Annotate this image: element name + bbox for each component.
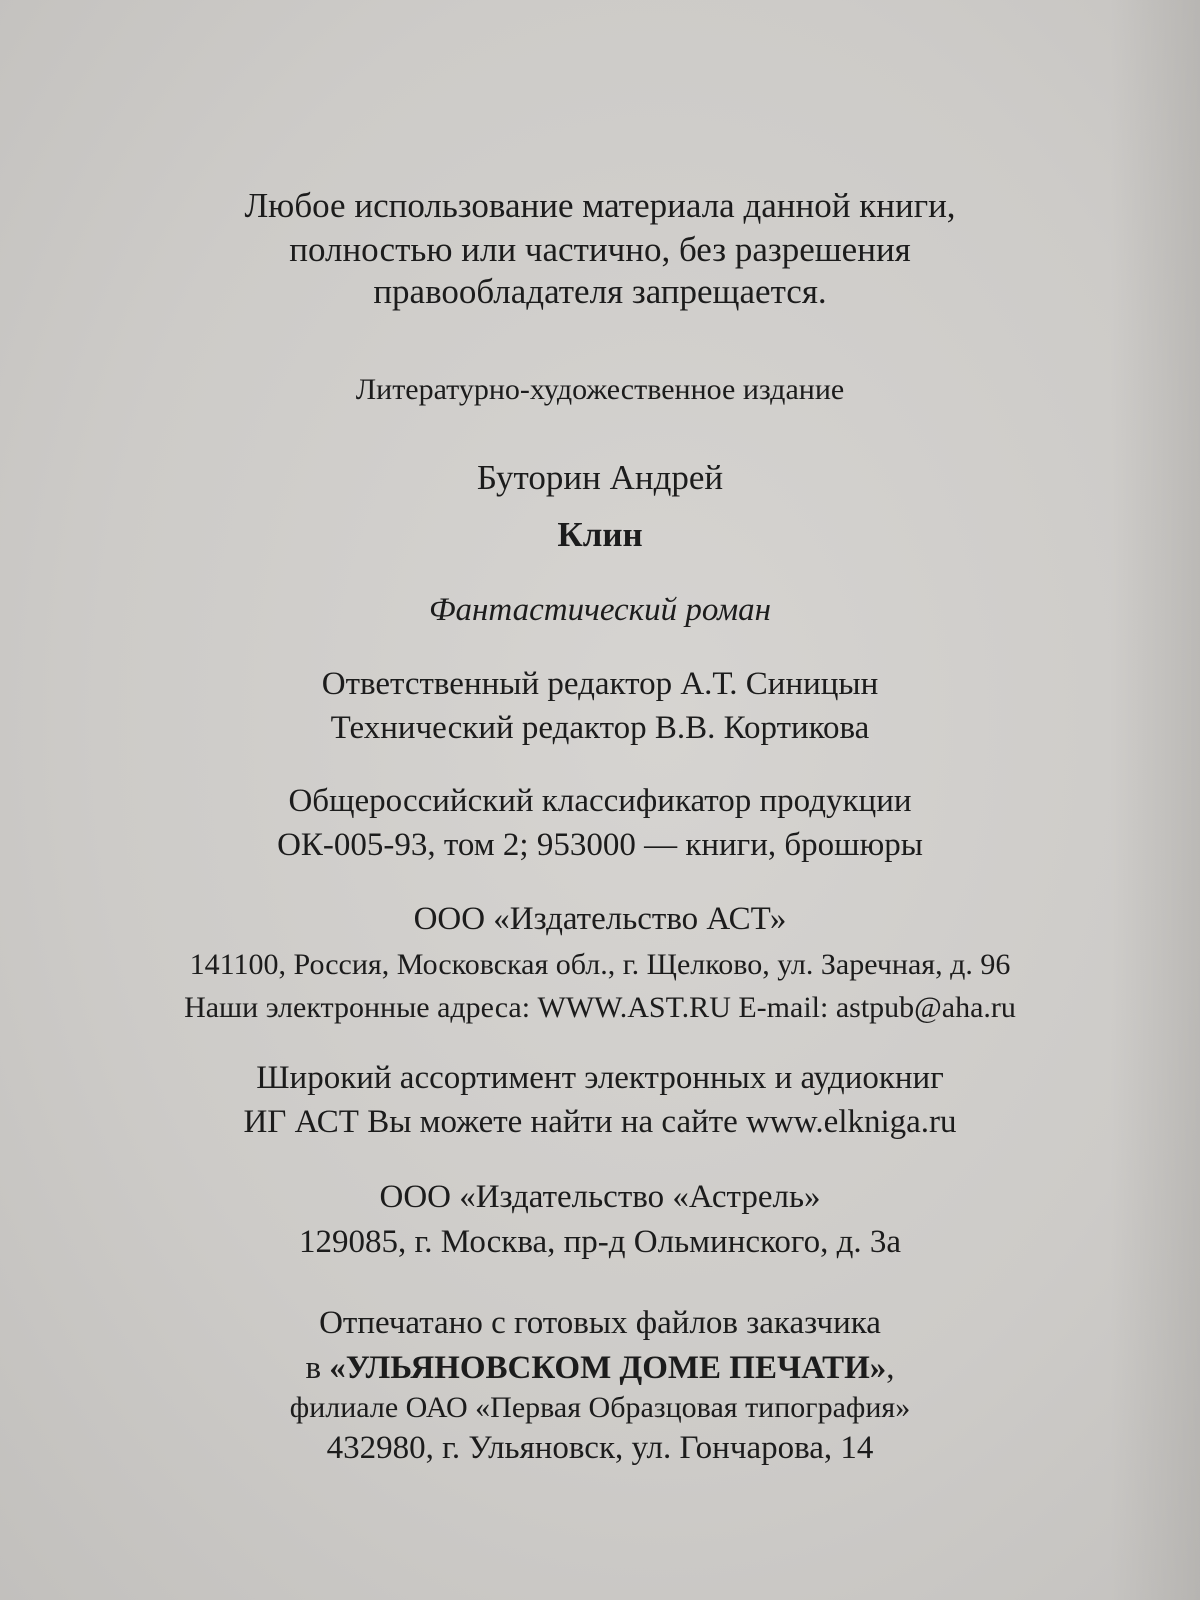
publisher-ast-address: 141100, Россия, Московская обл., г. Щелково, ул. Заречная, д. 96: [189, 948, 1011, 981]
printing-line-1: Отпечатано с готовых файлов заказчика: [319, 1305, 881, 1341]
classifier-line-1: Общероссийский классификатор продукции: [288, 783, 912, 819]
printing-house-name: «УЛЬЯНОВСКОМ ДОМЕ ПЕЧАТИ»: [329, 1350, 887, 1386]
publisher-astrel-name: ООО «Издательство «Астрель»: [379, 1179, 821, 1215]
genre: Фантастический роман: [428, 592, 772, 628]
copyright-line-2: полностью или частично, без разрешения: [289, 230, 911, 269]
printing-suffix: ,: [886, 1350, 895, 1386]
printing-line-4: 432980, г. Ульяновск, ул. Гончарова, 14: [326, 1430, 874, 1466]
ebooks-line-1: Широкий ассортимент электронных и аудиокниг: [256, 1060, 944, 1096]
technical-editor: Технический редактор В.В. Кортикова: [330, 710, 870, 746]
classifier-line-2: ОК-005-93, том 2; 953000 — книги, брошюры: [277, 827, 923, 863]
author-name: Буторин Андрей: [476, 458, 724, 497]
responsible-editor: Ответственный редактор А.Т. Синицын: [321, 666, 879, 702]
publisher-ast-name: ООО «Издательство АСТ»: [413, 901, 787, 937]
edition-type: Литературно-художественное издание: [355, 373, 845, 406]
ebooks-line-2: ИГ АСТ Вы можете найти на сайте www.elkniga.ru: [243, 1104, 957, 1140]
printing-prefix: в: [305, 1350, 330, 1386]
printing-line-3: филиале ОАО «Первая Образцовая типография»: [289, 1391, 911, 1424]
copyright-line-3: правообладателя запрещается.: [373, 272, 827, 311]
copyright-line-1: Любое использование материала данной книги,: [244, 186, 956, 225]
publisher-ast-web: Наши электронные адреса: WWW.AST.RU E-mail: astpub@aha.ru: [184, 991, 1016, 1024]
book-title: Клин: [557, 515, 643, 554]
printing-line-2: [0, 1352, 1200, 1385]
publisher-astrel-address: 129085, г. Москва, пр-д Ольминского, д. 3а: [298, 1224, 902, 1260]
